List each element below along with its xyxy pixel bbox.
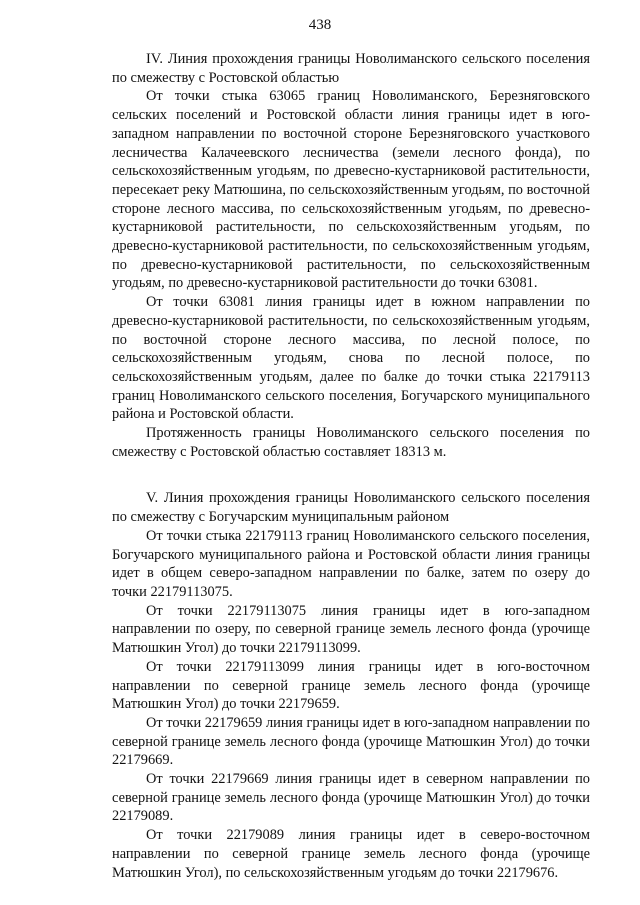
paragraph: От точки 63081 линия границы идет в южном направлении по древесно-кустарниковой растительности, по сельскохозяйственным угодьям, по восточной стороне лесного массива, по лесной полосе, по сельскохозяйственным угодьям, снова по лесной полосе, по сельскохозяйственным угодьям, далее по балке до точки стыка 22179113 границ Новолиманского сельского поселения, Богучарского муниципального района и Ростовской области. <box>112 294 590 423</box>
page-number: 438 <box>308 17 332 33</box>
paragraph: От точки 22179113075 линия границы идет в юго-западном направлении по озеру, по северной границе земель лесного фонда (урочище Матюшкин Угол) до точки 22179113099. <box>112 602 590 657</box>
paragraph: От точки стыка 63065 границ Новолиманского, Березняговского сельских поселений и Ростовской области линия границы идет в юго-западном направлении по восточной стороне Березняговского участкового лесничества Калачеевского лесничества (земели лесного фонда), по сельскохозяйственным угодьям, по древесно-кустарниковой растительности, пересекает реку Матюшина, по сельскохозяйственным угодьям, по восточной стороне лесного массива, по сельскохозяйственным угодьям, по древесно-кустарниковой растительности, по сельскохозяйственным угодьям, по древесно-кустарниковой растительности, по сельскохозяйственным угодьям, по древесно-кустарниковой растительности, по сельскохозяйственным угодьям, по древесно-кустарниковой растительности до точки 63081. <box>112 88 590 292</box>
section-iv <box>112 50 590 461</box>
paragraph: От точки 22179089 линия границы идет в северо-восточном направлении по северной границе земель лесного фонда (урочище Матюшкин Угол), по сельскохозяйственным угодьям до точки 22179676. <box>112 827 590 881</box>
document-body <box>112 50 590 882</box>
paragraph: От точки 22179659 линия границы идет в юго-западном направлении по северной границе земель лесного фонда (урочище Матюшкин Угол) до точки 22179669. <box>112 714 590 769</box>
paragraph: От точки стыка 22179113 границ Новолиманского сельского поселения, Богучарского муниципального района и Ростовской области линия границы идет в общем северо-западном направлении по балке, затем по озеру до точки 22179113075. <box>112 527 590 600</box>
paragraph: Протяженность границы Новолиманского сельского поселения по смежеству с Ростовской областью составляет 18313 м. <box>112 425 590 460</box>
section-heading: IV. Линия прохождения границы Новолиманского сельского поселения по смежеству с Ростовской областью <box>112 51 590 86</box>
paragraph: От точки 22179669 линия границы идет в северном направлении по северной границе земель лесного фонда (урочище Матюшкин Угол) до точки 22179089. <box>112 771 590 825</box>
section-heading: V. Линия прохождения границы Новолиманского сельского поселения по смежеству с Богучарским муниципальным районом <box>112 490 590 526</box>
section-v <box>112 489 590 882</box>
paragraph: От точки 22179113099 линия границы идет в юго-восточном направлении по северной границе земель лесного фонда (урочище Матюшкин Угол) до точки 22179659. <box>112 658 590 713</box>
